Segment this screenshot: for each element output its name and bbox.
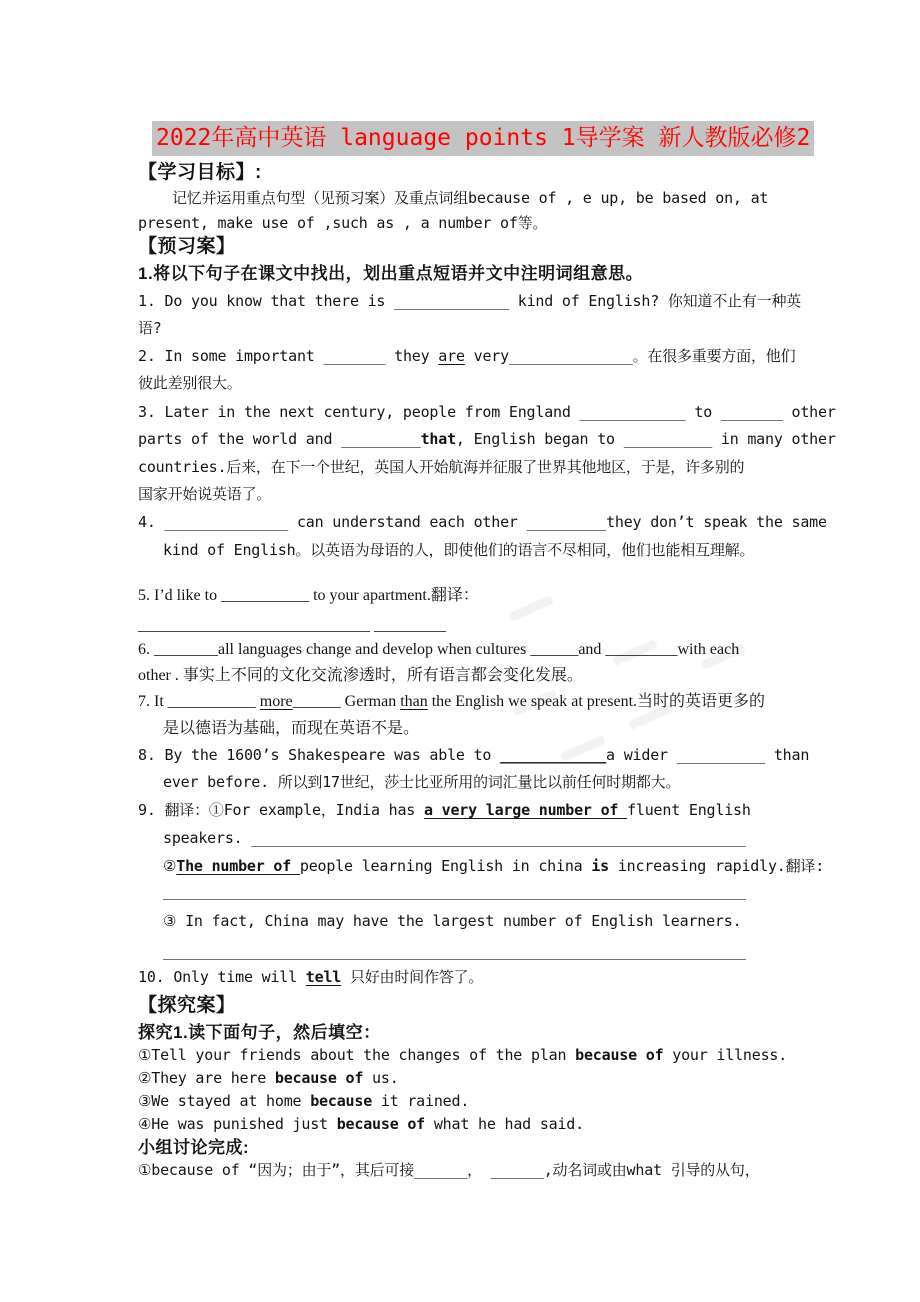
text-run: ①because of “因为；由于”，其后可接 [138,1161,415,1179]
q6-line1 [138,640,739,660]
text-run: they [385,347,439,365]
text-run: what he had said. [425,1115,584,1133]
key-phrase: because [310,1092,373,1110]
key-phrase: tell [305,968,342,986]
answer-blank: ____________ [500,746,607,764]
q9-answer-line1: __________________________________________________________________ [163,882,746,900]
goal-line1: 记忆并运用重点句型（见预习案）及重点词组because of , e up, be based on, at [172,189,769,207]
key-phrase: because of [274,1069,364,1087]
text-run: 9. 翻译：①For example，India has [138,801,424,819]
q2-line2: 彼此差别很大。 [138,374,242,392]
q9-line1 [138,801,751,820]
text-run: 8. By the 1600’s Shakespeare was able to [138,746,501,764]
q3-line2 [138,430,836,449]
answer-blank: ______ [530,641,579,658]
watermark-streak [508,595,554,622]
answer-blank: ______ [292,693,341,710]
text-run: increasing rapidly.翻译: [608,857,825,875]
answer-blank: ______________ [508,347,633,365]
q10-line [138,968,483,987]
text-run: , English began to [455,430,624,448]
goal-heading: 【学习目标】: [138,162,262,183]
text-run: in many other [712,430,836,448]
q4-line2: kind of English。以英语为母语的人，即使他们的语言不尽相同，他们也能相互理解。 [163,541,755,559]
answer-blank: ___________ [167,693,256,710]
q3-line1 [138,403,836,422]
text-run: to your apartment.翻译： [309,587,479,604]
underlined-word: are [438,347,465,365]
text-run: speakers. [163,829,252,847]
text-run: ①Tell your friends about the changes of the plan [138,1046,576,1064]
text-run: 3. Later in the next century, people from England [138,403,580,421]
explore-heading: 【探究案】 [138,995,236,1016]
key-phrase: because of [575,1046,664,1064]
answer-blank: ________________________________________________________ [251,829,746,847]
bold-word: that [420,430,456,448]
answer-blank: ___________ [221,587,310,604]
preview-heading: 【预习案】 [138,236,236,257]
text-run: parts of the world and [138,430,342,448]
text-run: 2. In some important [138,347,324,365]
text-run: 10. Only time will [138,968,306,986]
answer-blank: _________ [341,430,421,448]
text-run: ,动名词或由what 引导的从句， [543,1161,760,1179]
q5-line1 [138,586,479,606]
text-run: 4. [138,513,165,531]
text-run: the English we speak at present.当时的英语更多的 [427,693,766,710]
explore-item-2 [138,1069,399,1088]
bold-word: is [591,857,609,875]
explore-item-4 [138,1115,584,1134]
text-run: 6. [138,641,154,658]
answer-blank: ______ [414,1161,468,1179]
q1-line2: 语? [138,319,162,337]
q3-line3: countries.后来，在下一个世纪，英国人开始航海并征服了世界其他地区，于是，许多别的 [138,458,745,476]
preview-instruction: 1.将以下句子在课文中找出，划出重点短语并文中注明词组意思。 [138,264,644,283]
explore-item-1 [138,1046,787,1065]
text-run: and [578,641,606,658]
q7-line1 [138,692,765,712]
text-run: it rained. [372,1092,470,1110]
text-run: ② [163,857,177,875]
text-run: us. [363,1069,399,1087]
text-run: ②They are here [138,1069,275,1087]
key-phrase: The number of [176,857,300,875]
answer-blank: _______ [323,347,386,365]
text-run: your illness. [663,1046,788,1064]
explore-item-3 [138,1092,469,1111]
underlined-word: more [259,693,293,710]
q9-line3 [163,857,824,876]
q5-answer-line: _____________________________ _________ [138,617,446,634]
text-run: they don’t speak the same [606,513,827,531]
text-run: ， [467,1161,491,1179]
answer-blank: ____________ [579,403,686,421]
q2-line1 [138,347,795,366]
text-run: with each [677,641,740,658]
q4-line1 [138,513,827,532]
answer-blank: __________ [623,430,713,448]
text-run: 只好由时间作答了。 [341,968,484,986]
text-run: all languages change and develop when cultures [218,641,531,658]
discuss-item-1 [138,1161,760,1180]
q8-line2: ever before. 所以到17世纪，莎士比亚所用的词汇量比以前任何时期都大。 [163,773,681,791]
underlined-word: than [400,693,428,710]
q3-line4: 国家开始说英语了。 [138,485,272,503]
page-title: 2022年高中英语 language points 1导学案 新人教版必修2 [152,121,814,156]
key-phrase: a very large number of [423,801,628,819]
text-run: ④He was punished just [138,1115,337,1133]
q1-line1 [138,292,801,311]
text-run: fluent English [627,801,751,819]
text-run: other [782,403,836,421]
answer-blank: _____________ [394,292,509,310]
text-run: ③We stayed at home [138,1092,311,1110]
answer-blank: ________ [154,641,218,658]
q9-answer-line2: __________________________________________________________________ [163,942,746,960]
text-run: 7. It [138,693,168,710]
goal-line2: present, make use of ,such as , a number of等。 [138,214,548,232]
text-run: can understand each other [288,513,527,531]
explore-subheading: 探究1.读下面句子，然后填空： [138,1023,381,1042]
text-run: 5. I’d like to [138,587,222,604]
text-run: very [464,347,509,365]
q9-line2 [163,829,746,848]
q6-line2: other . 事实上不同的文化交流渗透时，所有语言都会变化发展。 [138,667,583,684]
answer-blank: _________ [526,513,607,531]
q9-line4: ③ In fact, China may have the largest number of English learners. [163,912,742,930]
q8-line1 [138,746,809,765]
key-phrase: because of [336,1115,426,1133]
text-run: a wider [606,746,677,764]
answer-blank: ______________ [164,513,289,531]
text-run: kind of English? 你知道不止有一种英 [508,292,802,310]
text-run: people learning English in china [299,857,592,875]
text-run: 1. Do you know that there is [138,292,395,310]
text-run: than [765,746,810,764]
discuss-heading: 小组讨论完成: [138,1138,250,1157]
answer-blank: ______ [490,1161,544,1179]
answer-blank: __________ [676,746,766,764]
text-run: to [685,403,721,421]
q7-line2: 是以德语为基础，而现在英语不是。 [163,720,420,737]
answer-blank: _________ [605,641,678,658]
answer-blank: _______ [720,403,783,421]
text-run: German [340,693,401,710]
text-run: 。在很多重要方面，他们 [632,347,796,365]
